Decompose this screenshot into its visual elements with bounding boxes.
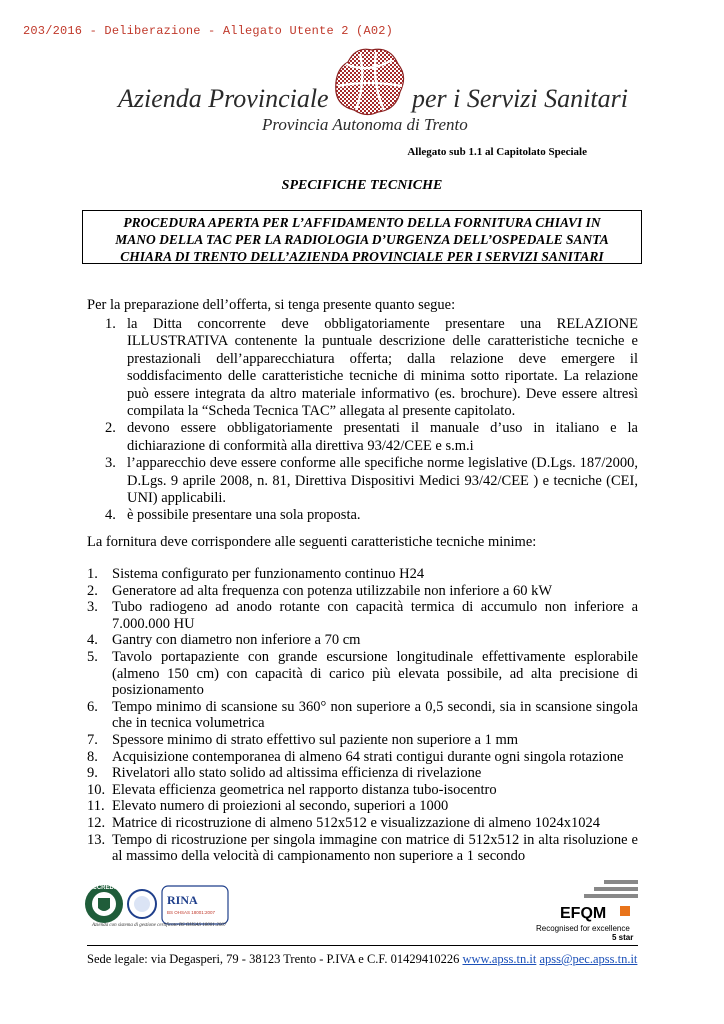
list-number: 1. [105,316,116,332]
list-item [87,632,638,649]
list-text: Acquisizione contemporanea di almeno 64 strati contigui durante ogni singola rotazione [112,748,624,765]
list-number: 2. [87,582,98,599]
footer-pec-link[interactable]: apss@pec.apss.tn.it [539,952,638,966]
list-number: 12. [87,814,106,831]
list-number: 8. [87,748,98,765]
org-name-right: per i Servizi Sanitari [412,84,628,113]
list-number: 5. [87,648,98,665]
list-text: l’apparecchio deve essere conforme alle specifiche norme legislative (D.Lgs. 187/2000, D.Lgs. 9 aprile 2008, n. 81, Direttiva Dispositivi Medici 93/42/CEE ) e tecniche (CEI, UNI) applicabili. [127,455,638,507]
footer-address: Sede legale: via Degasperi, 79 - 38123 Trento - P.IVA e C.F. 01429410226 [87,952,460,966]
efqm-recognised: Recognised for excellence [536,924,630,933]
org-subtitle: Provincia Autonoma di Trento [262,115,468,134]
list-text: è possibile presentare una sola proposta. [127,507,361,524]
list-text: Tempo minimo di scansione su 360° non superiore a 0,5 secondi, sia in scansione singola che in tecnica volumetrica [112,698,638,732]
list-item [87,599,638,632]
list-number: 4. [105,507,116,524]
list-item [87,649,638,699]
list-text: Elevato numero di proiezioni al secondo, superiori a 1000 [112,798,449,815]
list-item [87,420,638,455]
list-item [87,583,638,600]
list-number: 7. [87,731,98,748]
list-text: Tempo di ricostruzione per singola immagine con matrice di 512x512 in alta risoluzione e al massimo della velocità di campionamento non superiore a 1 secondo [112,831,638,865]
rina-logo-text: RINA [167,893,198,907]
list-number: 3. [105,455,116,472]
specs-list [87,566,638,865]
list-item [87,316,638,420]
list-item [87,832,638,865]
intro-paragraph: Per la preparazione dell’offerta, si tenga presente quanto segue: [87,297,456,313]
list-number: 13. [87,831,106,848]
list-text: Spessore minimo di strato effettivo sul paziente non superiore a 1 mm [112,731,519,748]
allegato-label: Allegato sub 1.1 al Capitolato Speciale [407,146,587,158]
list-text: la Ditta concorrente deve obbligatoriamente presentare una RELAZIONE ILLUSTRATIVA contenente la puntuale descrizione delle caratteristiche tecniche e prestazionali dell’apparecchiatura offerta; dalla relazione deve emergere il soddisfacimento delle caratteristiche tecniche di minima sotto riportate. La relazione può essere integrata da altro materiale informativo (es. brochure). Deve essere altresì compilata la “Scheda Tecnica TAC” allegata al presente capitolato. [127,316,638,420]
list-text: Generatore ad alta frequenza con potenza utilizzabile non inferiore a 60 kW [112,582,553,599]
org-name-left: Azienda Provinciale [118,84,329,113]
list-item [87,765,638,782]
footer [87,952,637,967]
list-item [87,566,638,583]
footer-website-link[interactable]: www.apss.tn.it [462,952,537,966]
list-text: Elevata efficienza geometrica nel rapporto distanza tubo-isocentro [112,781,497,798]
requirements-list [87,316,638,525]
list-text: Tavolo portapaziente con grande escursione longitudinale effettivamente esplorabile (almeno 150 cm) con capacità di carico più elevata possibile, ad alta precisione di posizionamento [112,648,638,699]
list-number: 4. [87,632,98,649]
list-item [87,455,638,507]
list-text: Tubo radiogeno ad anodo rotante con capacità termica di accumulo non inferiore a 7.000.000 HU [112,599,638,632]
footer-divider [87,945,638,946]
list-item [87,732,638,749]
list-number: 1. [87,566,98,582]
procedure-title-line: MANO DELLA TAC PER LA RADIOLOGIA D’URGENZA DELL’OSPEDALE SANTA [115,232,609,247]
list-item [87,507,638,524]
section-title: SPECIFICHE TECNICHE [281,178,443,193]
fornitura-intro: La fornitura deve corrispondere alle seguenti caratteristiche tecniche minime: [87,534,537,550]
list-text: Matrice di ricostruzione di almeno 512x512 e visualizzazione di almeno 1024x1024 [112,814,601,831]
list-text: devono essere obbligatoriamente presentati il manuale d’uso in italiano e la dichiarazione di conformità alla direttiva 93/42/CEE e s.m.i [127,420,638,454]
list-number: 2. [105,420,116,437]
list-item [87,699,638,732]
efqm-stars: 5 star [612,933,634,942]
document-reference-line: 203/2016 - Deliberazione - Allegato Utente 2 (A02) [23,24,394,38]
list-number: 10. [87,781,106,798]
procedure-title-line: CHIARA DI TRENTO DELL’AZIENDA PROVINCIALE PER I SERVIZI SANITARI [120,249,604,264]
list-item [87,815,638,832]
list-number: 11. [87,798,105,815]
list-text: Rivelatori allo stato solido ad altissima efficienza di rivelazione [112,765,482,782]
list-number: 6. [87,698,98,715]
apss-logo-icon [326,40,410,120]
procedure-title-line: PROCEDURA APERTA PER L’AFFIDAMENTO DELLA FORNITURA CHIAVI IN [123,215,601,230]
certification-caption: Azienda con sistema di gestione certificato BS OHSAS 18001:2007 [92,923,227,928]
list-number: 9. [87,765,98,782]
efqm-label: EFQM [560,905,607,922]
accredia-logo-text: ACCREDIA [88,885,120,891]
list-item [87,798,638,815]
list-item [87,749,638,766]
list-text: Gantry con diametro non inferiore a 70 cm [112,632,361,649]
rina-standard-text: BS OHSAS 18001:2007 [167,910,216,915]
procedure-title-box [82,210,642,264]
list-number: 3. [87,599,98,616]
list-text: Sistema configurato per funzionamento continuo H24 [112,566,425,582]
list-item [87,782,638,799]
